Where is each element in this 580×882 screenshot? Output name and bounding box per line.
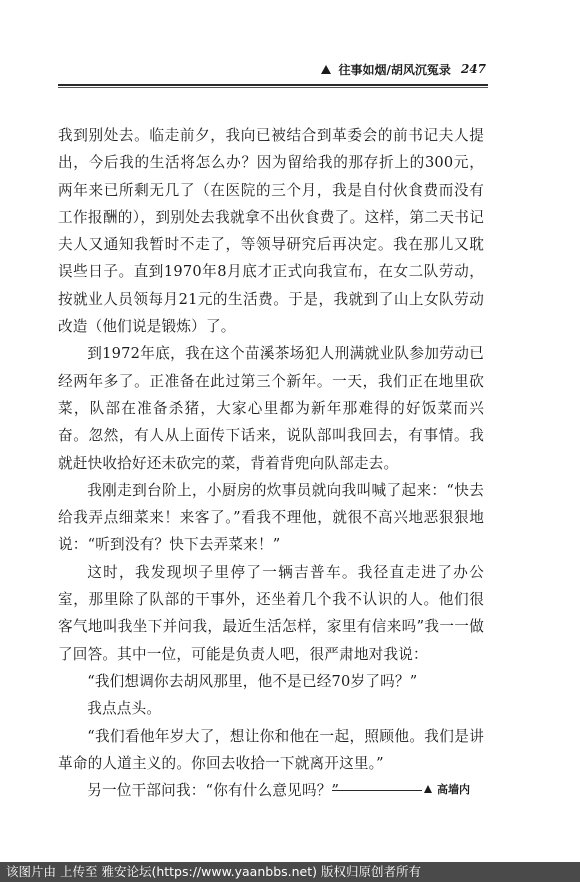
paragraph-8: 另一位干部问我：“你有什么意见吗？” <box>87 782 340 800</box>
running-header <box>300 58 486 80</box>
page-number: 247 <box>460 62 486 76</box>
paragraph-2: 到1972年底，我在这个苗溪茶场犯人刑满就业队参加劳动已经两年多了。正准备在此过第三个新年。一天，我们正在地里砍菜，队部在准备杀猪，大家心里都为新年那难得的好饭菜而兴奋。忽然，有人从上面传下话来，说队部叫我回去，有事情。我就赶快收拾好还未砍完的菜，背着背兜向队部走去。 <box>58 345 484 472</box>
paragraph-3: 我刚走到台阶上，小厨房的炊事员就向我叫喊了起来：“快去给我弄点细菜来！来客了。”看我不理他，就很不高兴地恶狠狠地说：“听到没有？快下去弄菜来！” <box>58 481 484 554</box>
paragraph-1: 我到别处去。临走前夕，我向已被结合到革委会的前书记夫人提出，今后我的生活将怎么办？因为留给我的那存折上的300元，两年来已所剩无几了（在医院的三个月，我是自付伙食费而没有工作报酬的），到别处去我就拿不出伙食费了。这样，第二天书记夫人又通知我暂时不走了，等领导研究后再决定。我在那儿又耽误些日子。直到1970年8月底才正式向我宣布，在女二队劳动，按就业人员领每月21元的生活费。于是，我就到了山上女队劳动改造（他们说是锻炼）了。 <box>58 127 484 336</box>
triangle-icon <box>321 65 331 74</box>
watermark-bar <box>0 862 580 882</box>
header-rule <box>58 84 488 86</box>
running-title: 往事如烟/胡风沉冤录 <box>338 62 451 77</box>
paragraph-5: “我们想调你去胡风那里，他不是已经70岁了吗？” <box>87 672 418 690</box>
footer-label: 高墙内 <box>437 783 470 796</box>
paragraph-6: 我点点头。 <box>87 700 162 718</box>
footer-rule <box>332 790 422 791</box>
watermark-text: 该图片由 上传至 雅安论坛(https://www.yaanbbs.net) 版权归原创者所有 <box>6 864 421 879</box>
body-text <box>58 122 484 804</box>
paragraph-4: 这时，我发现坝子里停了一辆吉普车。我径直走进了办公室，那里除了队部的干事外，还坐着几个我不认识的人。他们很客气地叫我坐下并问我，最近生活怎样，家里有信来吗”我一一做了回答。其中一位，可能是负责人吧，很严肃地对我说： <box>58 563 484 663</box>
header-rule-thin <box>58 87 488 88</box>
paragraph-7: “我们看他年岁大了，想让你和他在一起，照顾他。我们是讲革命的人道主义的。你回去收拾一下就离开这里。” <box>58 727 484 772</box>
triangle-icon <box>424 785 432 793</box>
running-footer <box>424 779 488 799</box>
